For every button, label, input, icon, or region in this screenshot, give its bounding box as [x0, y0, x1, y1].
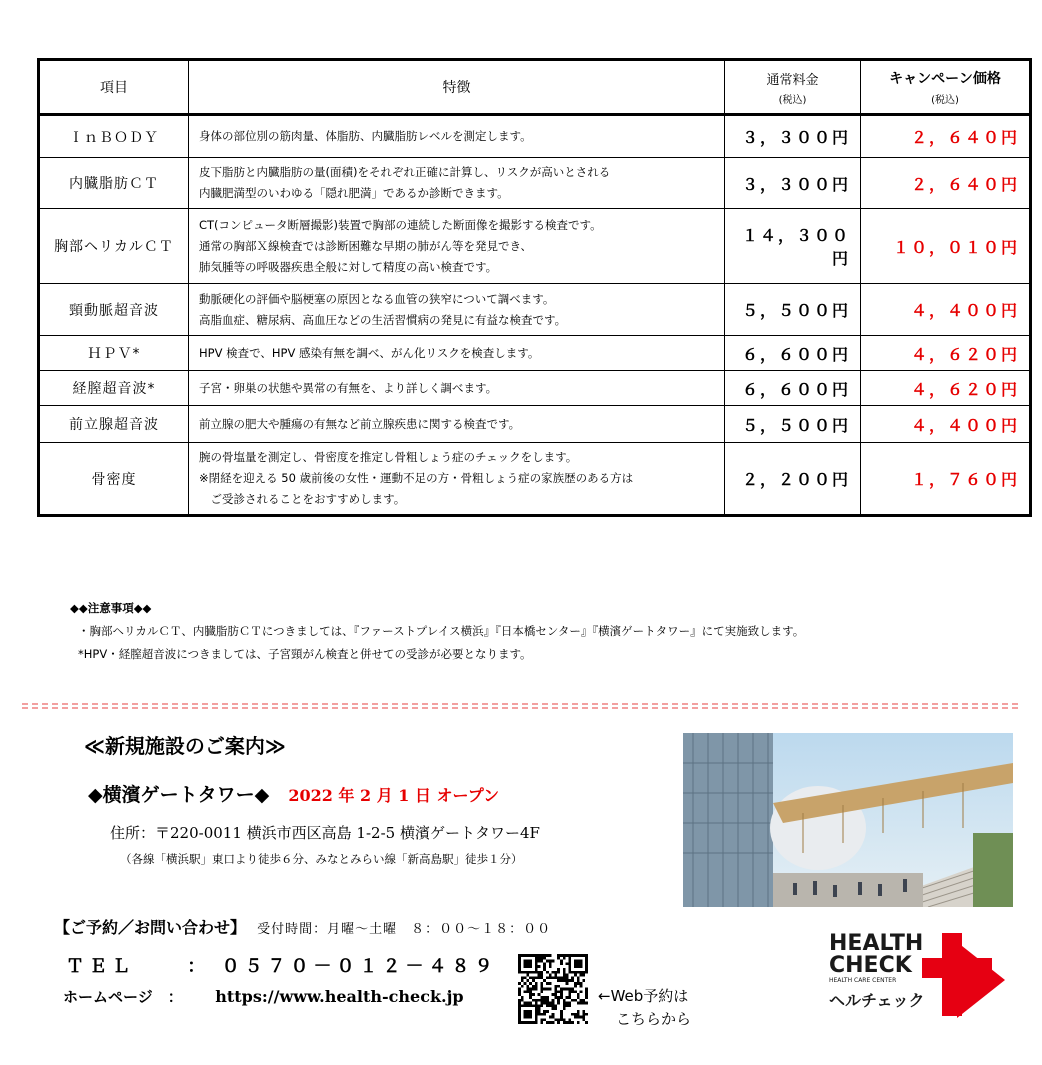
contact-row — [54, 915, 551, 938]
header-normal-price-label: 通常料金 — [766, 72, 819, 88]
reception-hours: 受付時間：月曜～土曜 ８：００～１８：００ — [257, 922, 552, 937]
normal-price: ２，２００円 — [725, 443, 861, 516]
feature-line: 動脈硬化の評価や脳梗塞の原因となる血管の狭窄について調べます。 — [199, 291, 555, 306]
tel-row — [66, 952, 498, 978]
opening-date: 2022 年 2 月 1 日 オープン — [288, 786, 500, 805]
normal-price: ６，６００円 — [725, 371, 861, 406]
homepage-row — [63, 986, 464, 1007]
normal-price: ５，５００円 — [725, 284, 861, 336]
web-note-line: ←Web予約は — [598, 987, 689, 1005]
campaign-price: １０，０１０円 — [861, 209, 1031, 284]
normal-price: ６，６００円 — [725, 336, 861, 371]
exam-name: 頸動脈超音波 — [39, 284, 189, 336]
feature-line: 皮下脂肪と内臓脂肪の量(面積)をそれぞれ正確に計算し、リスクが高いとされる — [199, 165, 611, 179]
exam-name: ＨＰＶ* — [39, 336, 189, 371]
table-row — [39, 443, 1031, 516]
exam-features — [189, 443, 725, 516]
tel-separator: ： — [187, 956, 211, 977]
campaign-price: ４，６２０円 — [861, 336, 1031, 371]
notes-section — [70, 597, 804, 666]
campaign-price: ４，６２０円 — [861, 371, 1031, 406]
contact-title: 【ご予約／お問い合わせ】 — [54, 918, 247, 937]
facility-name-row — [88, 780, 499, 807]
notes-title: ◆◆注意事項◆◆ — [70, 601, 152, 615]
normal-price: １４，３００円 — [725, 209, 861, 284]
table-row — [39, 158, 1031, 209]
homepage-link[interactable]: https://www.health-check.jp — [215, 987, 464, 1006]
normal-price: ５，５００円 — [725, 406, 861, 443]
header-campaign-price-tax: (税込) — [931, 95, 959, 106]
qr-code-icon[interactable] — [518, 954, 588, 1024]
dashed-separator — [22, 703, 1018, 705]
feature-line: CT(コンピュータ断層撮影)装置で胸部の連続した断面像を撮影する検査です。 — [199, 217, 602, 232]
facility-address: 住所：〒220-0011 横浜市西区高島 1-2-5 横濱ゲートタワー4F — [110, 824, 540, 842]
feature-line: 内臓肥満型のいわゆる「隠れ肥満」であるか診断できます。 — [199, 186, 509, 200]
header-feature: 特徴 — [189, 60, 725, 115]
exam-name: 経膣超音波* — [39, 371, 189, 406]
table-body — [39, 115, 1031, 516]
campaign-price: ４，４００円 — [861, 406, 1031, 443]
campaign-price: ４，４００円 — [861, 284, 1031, 336]
svg-text:ヘルチェック: ヘルチェック — [829, 991, 925, 1010]
facility-name: ◆横濱ゲートタワー◆ — [88, 784, 270, 806]
web-note-line: こちらから — [616, 1010, 692, 1028]
svg-text:CHECK: CHECK — [829, 953, 912, 978]
health-check-logo — [827, 928, 1007, 1023]
exam-name: 胸部ヘリカルＣＴ — [39, 209, 189, 284]
exam-name: ＩｎＢＯＤＹ — [39, 115, 189, 158]
homepage-label: ホームページ ： — [63, 988, 183, 1006]
exam-name: 前立腺超音波 — [39, 406, 189, 443]
note-line: ・胸部ヘリカルＣＴ、内臓脂肪ＣＴにつきましては、『ファーストプレイス横浜』『日本橋センター』『横濱ゲートタワー』にて実施致します。 — [78, 624, 805, 638]
exam-features — [189, 371, 725, 406]
table-row — [39, 209, 1031, 284]
exam-features — [189, 115, 725, 158]
exam-features — [189, 158, 725, 209]
facility-heading: ≪新規施設のご案内≫ — [84, 734, 286, 758]
table-header-row — [39, 60, 1031, 115]
table-row — [39, 284, 1031, 336]
table-row — [39, 336, 1031, 371]
exam-name: 内臓脂肪ＣＴ — [39, 158, 189, 209]
feature-line: ご受診されることをおすすめします。 — [199, 492, 406, 506]
campaign-price: １，７６０円 — [861, 443, 1031, 516]
campaign-price: ２，６４０円 — [861, 158, 1031, 209]
note-line: *HPV・経膣超音波につきましては、子宮頸がん検査と併せての受診が必要となります。 — [78, 647, 532, 661]
svg-text:HEALTH: HEALTH — [829, 931, 924, 956]
table-row — [39, 371, 1031, 406]
campaign-price: ２，６４０円 — [861, 115, 1031, 158]
feature-line: 腕の骨塩量を測定し、骨密度を推定し骨粗しょう症のチェックをします。 — [199, 450, 578, 464]
building-photo — [683, 733, 1013, 907]
header-campaign-price — [861, 60, 1031, 115]
exam-features — [189, 336, 725, 371]
feature-line: 身体の部位別の筋肉量、体脂肪、内臓脂肪レベルを測定します。 — [199, 129, 532, 143]
feature-line: 肺気腫等の呼吸器疾患全般に対して精度の高い検査です。 — [199, 259, 498, 274]
exam-features — [189, 209, 725, 284]
feature-line: ※閉経を迎える 50 歳前後の女性・運動不足の方・骨粗しょう症の家族歴のある方は — [199, 471, 634, 485]
normal-price: ３，３００円 — [725, 158, 861, 209]
exam-name: 骨密度 — [39, 443, 189, 516]
feature-line: 前立腺の肥大や腫瘍の有無など前立腺疾患に関する検査です。 — [199, 416, 521, 431]
feature-line: 子宮・卵巣の状態や異常の有無を、より詳しく調べます。 — [199, 380, 498, 395]
web-reservation-note — [598, 985, 691, 1031]
tel-number[interactable]: ０５７０－０１２－４８９ — [221, 956, 498, 977]
normal-price: ３，３００円 — [725, 115, 861, 158]
exam-features — [189, 406, 725, 443]
header-normal-price — [725, 60, 861, 115]
svg-text:HEALTH CARE CENTER: HEALTH CARE CENTER — [829, 977, 897, 984]
table-row — [39, 406, 1031, 443]
table-row — [39, 115, 1031, 158]
header-normal-price-tax: (税込) — [778, 94, 807, 106]
facility-access: （各線「横浜駅」東口より徒歩６分、みなとみらい線「新高島駅」徒歩１分） — [120, 852, 523, 866]
feature-line: 高脂血症、糖尿病、高血圧などの生活習慣病の発見に有益な検査です。 — [199, 312, 567, 327]
feature-line: HPV 検査で、HPV 感染有無を調べ、がん化リスクを検査します。 — [199, 345, 540, 360]
header-item: 項目 — [39, 60, 189, 115]
feature-line: 通常の胸部Ｘ線検査では診断困難な早期の肺がん等を発見でき、 — [199, 238, 533, 253]
price-table — [37, 58, 1032, 517]
exam-features — [189, 284, 725, 336]
tel-label: ＴＥＬ — [66, 956, 135, 977]
header-campaign-price-label: キャンペーン価格 — [889, 71, 1001, 87]
